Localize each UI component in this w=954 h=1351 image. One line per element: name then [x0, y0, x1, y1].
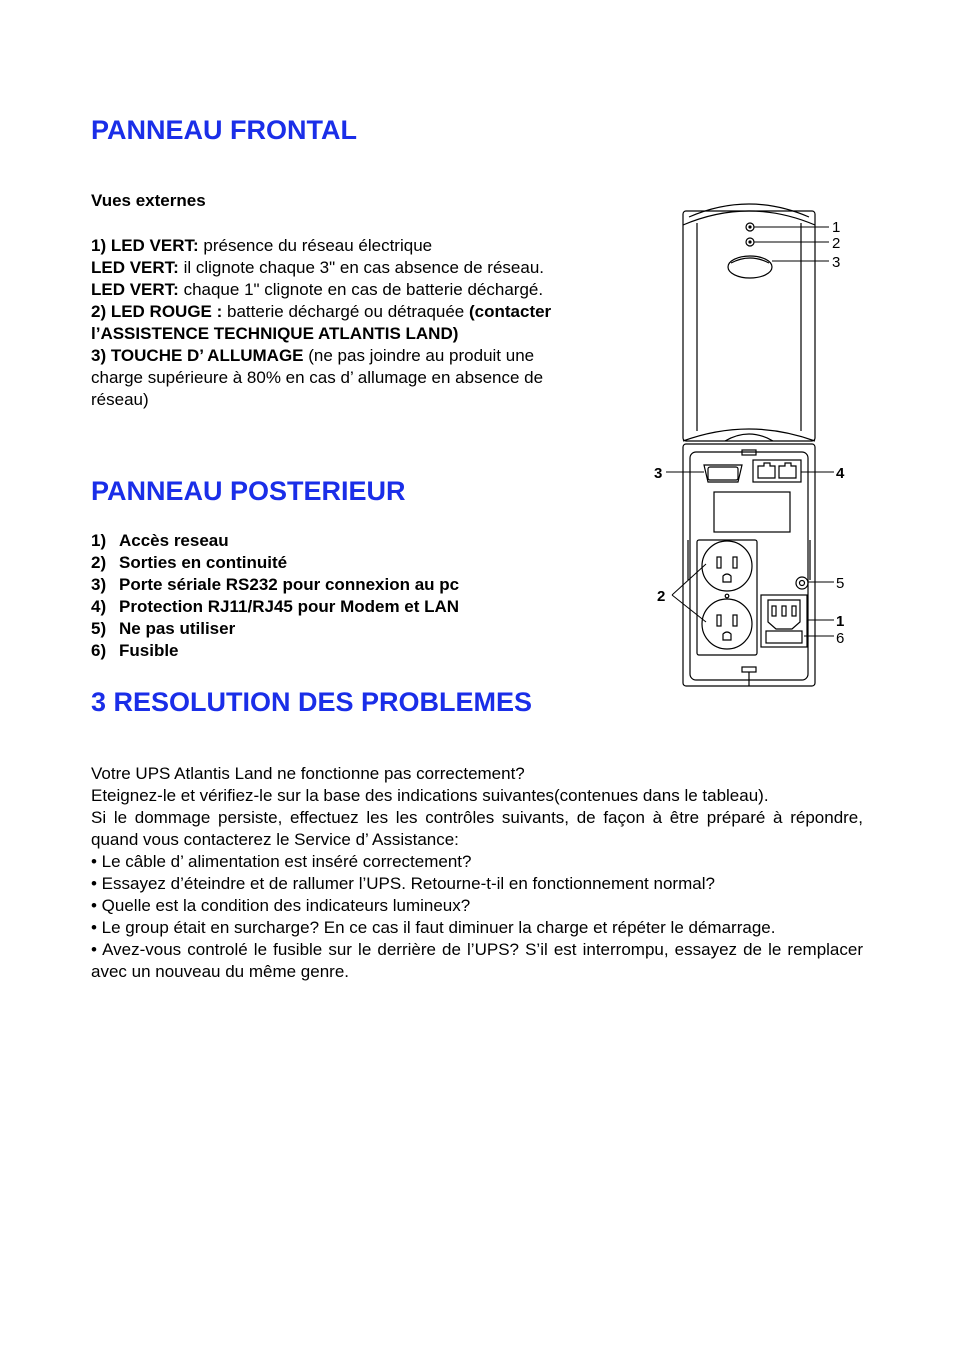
outlet-icon [702, 599, 752, 649]
rear-callout-1: 1 [836, 613, 845, 630]
troubleshooting-heading: 3 RESOLUTION DES PROBLEMES [91, 687, 533, 717]
front-line-5: l’ASSISTENCE TECHNIQUE ATLANTIS LAND) [91, 324, 459, 343]
unused-port-icon [796, 577, 808, 589]
list-item: 5) Ne pas utiliser [91, 619, 236, 638]
rear-callout-6: 6 [836, 630, 845, 647]
troubleshooting-bullet: • Le câble d’ alimentation est inséré correctement? [91, 852, 472, 871]
front-line-2: LED VERT: il clignote chaque 3" en cas absence de réseau. [91, 258, 545, 277]
troubleshooting-bullet: • Le group était en surcharge? En ce cas il faut diminuer la charge et répéter le démarrage. [91, 918, 776, 937]
rear-panel-heading: PANNEAU POSTERIEUR [91, 476, 406, 506]
rear-body-outline [683, 444, 815, 686]
front-line-8: réseau) [91, 390, 149, 409]
front-callout-3: 3 [832, 254, 841, 271]
front-line-3: LED VERT: chaque 1" clignote en cas de batterie déchargé. [91, 280, 544, 299]
troubleshooting-bullet: • Avez-vous controlé le fusible sur le derrière de l’UPS? S’il est interrompu, essayez de le remplacer avec un nouveau du même genre. [91, 940, 863, 981]
outlet-icon [702, 541, 752, 591]
external-views-subtitle: Vues externes [91, 191, 206, 210]
list-item: 6) Fusible [91, 641, 179, 660]
troubleshooting-bullet: • Essayez d’éteindre et de rallumer l’UPS. Retourne-t-il en fonctionnement normal? [91, 874, 715, 893]
front-line-6: 3) TOUCHE D’ ALLUMAGE (ne pas joindre au produit une [91, 346, 535, 365]
list-item: 1) Accès reseau [91, 531, 229, 550]
rear-callout-4: 4 [836, 465, 845, 482]
fuse-holder-icon [766, 631, 802, 643]
list-item: 3) Porte sériale RS232 pour connexion au pc [91, 575, 460, 594]
ups-rear-view-diagram [648, 440, 858, 690]
rear-panel-list [91, 530, 459, 662]
troubleshooting-body [91, 763, 863, 983]
troubleshooting-line3: Si le dommage persiste, effectuez les les contrôles suivants, de façon à être préparé à répondre, quand vous contacterez le Service d’ Assistance: [91, 808, 863, 849]
list-item: 2) Sorties en continuité [91, 553, 288, 572]
power-button-icon [728, 256, 772, 278]
list-item: 4) Protection RJ11/RJ45 pour Modem et LAN [91, 597, 460, 616]
rear-callout-5: 5 [836, 575, 845, 592]
front-line-7: charge supérieure à 80% en cas d’ allumage en absence de [91, 368, 544, 387]
rear-callout-3: 3 [654, 465, 663, 482]
ups-front-view-diagram [675, 195, 855, 445]
label-plate [714, 492, 790, 532]
troubleshooting-line2: Eteignez-le et vérifiez-le sur la base des indications suivantes(contenues dans le tableau). [91, 786, 769, 805]
troubleshooting-bullet: • Quelle est la condition des indicateurs lumineux? [91, 896, 471, 915]
front-panel-heading: PANNEAU FRONTAL [91, 115, 357, 145]
rj-ports-icon [753, 460, 801, 482]
front-callout-2: 2 [832, 235, 841, 252]
front-line-1: 1) LED VERT: présence du réseau électrique [91, 236, 433, 255]
troubleshooting-intro: Votre UPS Atlantis Land ne fonctionne pas correctement? [91, 764, 525, 783]
front-line-4: 2) LED ROUGE : batterie déchargé ou détraquée (contacter [91, 302, 552, 321]
front-panel-description [91, 235, 551, 411]
front-callout-1: 1 [832, 219, 841, 236]
rear-callout-2: 2 [657, 588, 666, 605]
